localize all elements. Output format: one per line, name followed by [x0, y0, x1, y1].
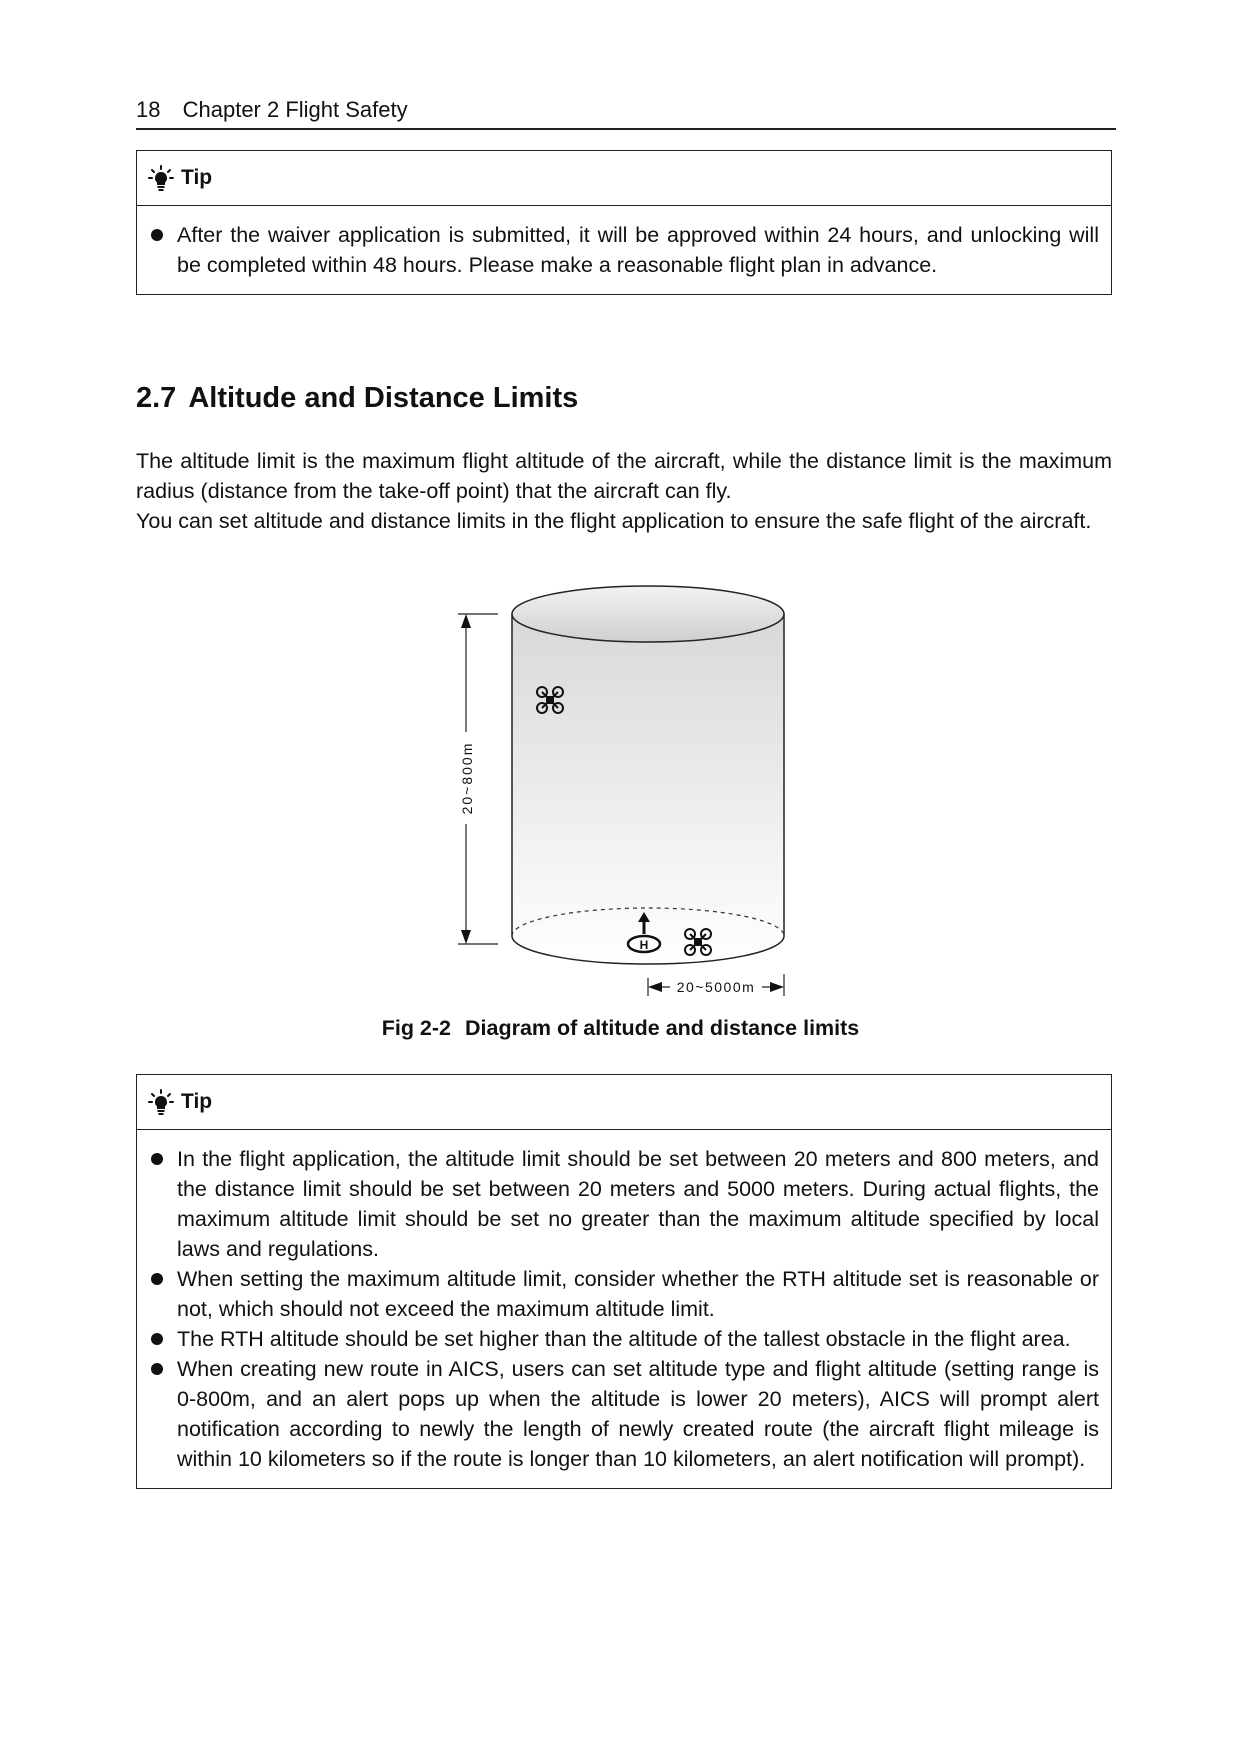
cylinder-body — [512, 614, 784, 964]
list-item — [151, 1144, 1099, 1264]
bullet-icon — [151, 1264, 177, 1294]
chapter-title: Chapter 2 Flight Safety — [182, 97, 408, 122]
tip-box-1 — [136, 150, 1112, 295]
page-header — [136, 92, 1116, 130]
list-item — [151, 1354, 1099, 1474]
figure-label: Fig 2-2 — [381, 1016, 452, 1040]
list-item-text: In the flight application, the altitude limit should be set between 20 meters and 800 meters, and the distance limit should be set between 20 meters and 5000 meters. During actual flights, the maximum altitude limit should be set no greater than the maximum altitude specified by local laws and regulations. — [177, 1147, 1099, 1261]
tip-body — [137, 206, 1111, 294]
list-item-text: When creating new route in AICS, users can set altitude type and flight altitude (setting range is 0-800m, and an alert pops up when the altitude is lower 20 meters), AICS will prompt alert notification according to newly the length of newly created route (the aircraft flight mileage is within 10 kilometers so if the route is longer than 10 kilometers, an alert notification will prompt). — [177, 1357, 1099, 1471]
figure-caption — [0, 1016, 1241, 1041]
tip-header — [137, 1075, 1111, 1130]
section-number: 2.7 — [136, 382, 177, 414]
bullet-icon — [151, 1144, 177, 1174]
list-item-text: After the waiver application is submitted, it will be approved within 24 hours, and unlocking will be completed within 48 hours. Please make a reasonable flight plan in advance. — [177, 223, 1099, 277]
tip-title: Tip — [181, 1090, 213, 1113]
bullet-icon — [151, 220, 177, 250]
page-number: 18 — [136, 97, 161, 122]
list-item-text: When setting the maximum altitude limit, consider whether the RTH altitude set is reasonable or not, which should not exceed the maximum altitude limit. — [177, 1267, 1099, 1321]
tip-body — [137, 1130, 1111, 1488]
section-heading: Altitude and Distance Limits — [188, 382, 579, 414]
arrow-down-icon — [461, 930, 471, 944]
arrow-up-icon — [461, 614, 471, 628]
figure-caption-text: Diagram of altitude and distance limits — [465, 1016, 860, 1040]
altitude-label: 20~800m — [459, 741, 475, 815]
cylinder-top — [512, 586, 784, 642]
arrow-right-icon — [770, 982, 784, 992]
list-item — [151, 220, 1099, 280]
body-paragraph-2: You can set altitude and distance limits in the flight application to ensure the safe flight of the aircraft. — [136, 509, 1092, 533]
body-paragraph-1: The altitude limit is the maximum flight altitude of the aircraft, while the distance limit is the maximum radius (distance from the take-off point) that the aircraft can fly. — [136, 449, 1112, 503]
section-title — [136, 382, 578, 415]
distance-label: 20~5000m — [676, 979, 756, 995]
diagram-svg — [420, 572, 820, 1012]
list-item-text: The RTH altitude should be set higher than the altitude of the tallest obstacle in the flight area. — [177, 1327, 1071, 1351]
tip-header — [137, 151, 1111, 206]
lightbulb-icon — [147, 1088, 175, 1116]
bullet-icon — [151, 1354, 177, 1384]
bullet-icon — [151, 1324, 177, 1354]
list-item — [151, 1324, 1099, 1354]
list-item — [151, 1264, 1099, 1324]
altitude-distance-diagram — [420, 572, 820, 1012]
tip-title: Tip — [181, 166, 213, 189]
lightbulb-icon — [147, 164, 175, 192]
arrow-left-icon — [648, 982, 662, 992]
svg-text:H: H — [639, 938, 649, 952]
tip-box-2 — [136, 1074, 1112, 1489]
